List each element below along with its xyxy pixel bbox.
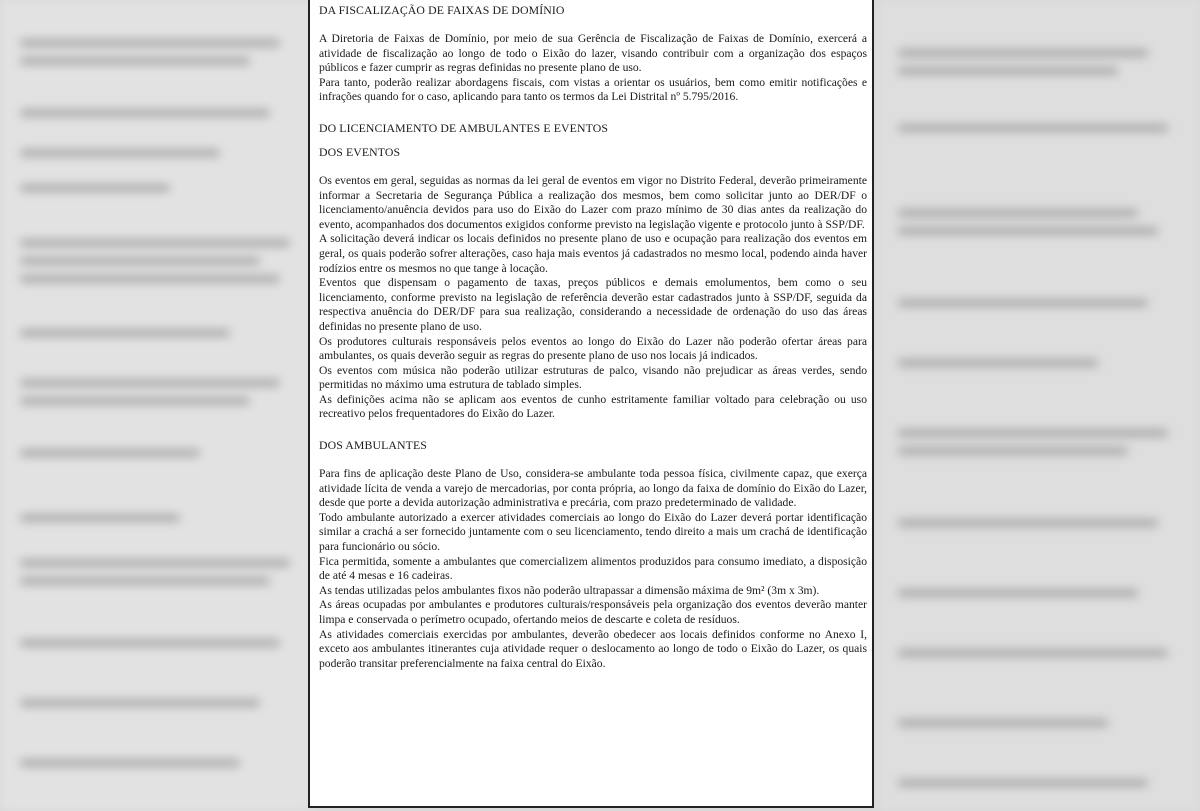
- blurred-right-background: [878, 0, 1200, 811]
- paragraph: As tendas utilizadas pelos ambulantes fixos não poderão ultrapassar a dimensão máxima de 9m² (3m x 3m).: [319, 583, 820, 597]
- paragraph: A solicitação deverá indicar os locais definidos no presente plano de uso e ocupação para realização dos eventos em geral, os quais poderão sofrer alterações, caso haja mais eventos já cadastrados no mesmo local, podendo ainda haver rodízios entre os mesmos no que tange à locação.: [319, 232, 867, 275]
- paragraph: Fica permitida, somente a ambulantes que comercializem alimentos produzidos para consumo imediato, a disposição de até 4 mesas e 16 cadeiras.: [319, 554, 867, 583]
- paragraph: A Diretoria de Faixas de Domínio, por meio de sua Gerência de Fiscalização de Faixas de Domínio, exercerá a atividade de fiscalização ao longo de todo o Eixão do lazer, visando contribuir com a organização dos espaços públicos e fazer cumprir as regras definidas no presente plano de uso.: [319, 32, 867, 75]
- paragraph: Para tanto, poderão realizar abordagens fiscais, com vistas a orientar os usuários, bem como emitir notificações e infrações quando for o caso, aplicando para tanto os termos da Lei Distrital nº 5.795/2016.: [319, 75, 867, 104]
- paragraph: Para fins de aplicação deste Plano de Uso, considera-se ambulante toda pessoa física, civilmente capaz, que exerça atividade lícita de venda a varejo de mercadorias, por conta própria, ao longo da faixa de domínio do Eixão do Lazer, desde que porte a devida autorização administrativa e precária, com prazo predeterminado de validade.: [319, 467, 867, 510]
- section-heading-ambulantes: DOS AMBULANTES: [319, 438, 427, 453]
- blurred-left-background: [0, 0, 312, 811]
- paragraph: As áreas ocupadas por ambulantes e produtores culturais/responsáveis pela organização dos eventos deverão manter limpa e conservada o perímetro ocupado, ofertando meios de descarte e coleta de resíduos.: [319, 598, 867, 626]
- document-page: [308, 0, 874, 808]
- paragraph: Eventos que dispensam o pagamento de taxas, preços públicos e demais emolumentos, bem como o seu licenciamento, conforme previsto na legislação de referência deverão estar cadastrados junto à SSP/DF, seguida da respectiva anuência do DER/DF para sua realização, considerando a necessidade de ordenação do uso das áreas definidas no presente plano de uso.: [319, 276, 867, 333]
- paragraph: Todo ambulante autorizado a exercer atividades comerciais ao longo do Eixão do Lazer deverá portar identificação similar a crachá a ser fornecido juntamente com o seu licenciamento, tendo direito a mais um crachá de identificação para funcionário ou sócio.: [319, 510, 867, 554]
- paragraph: Os produtores culturais responsáveis pelos eventos ao longo do Eixão do Lazer não poderão ofertar áreas para ambulantes, os quais deverão seguir as regras do presente plano de uso nos locais já indicados.: [319, 334, 867, 363]
- section-heading-fiscalizacao: DA FISCALIZAÇÃO DE FAIXAS DE DOMÍNIO: [319, 3, 565, 17]
- paragraph: As definições acima não se aplicam aos eventos de cunho estritamente familiar voltado para celebração ou uso recreativo pelos frequentadores do Eixão do Lazer.: [319, 392, 867, 421]
- paragraph: Os eventos com música não poderão utilizar estruturas de palco, visando não prejudicar as áreas verdes, sendo permitidas no máximo uma estrutura de tablado simples.: [319, 363, 867, 392]
- paragraph: Os eventos em geral, seguidas as normas da lei geral de eventos em vigor no Distrito Federal, deverão primeiramente informar a Secretaria de Segurança Pública a realização dos mesmos, bem como solicitar junto ao DER/DF o licenciamento/anuência devidos para uso do Eixão do Lazer com prazo mínimo de 30 dias antes da realização do evento, acompanhados dos documentos exigidos conforme previsto na legislação vigente e protocolo junto à SSP/DF.: [319, 173, 867, 231]
- section-heading-eventos: DOS EVENTOS: [319, 144, 401, 159]
- section-heading-licenciamento: DO LICENCIAMENTO DE AMBULANTES E EVENTOS: [319, 120, 608, 135]
- paragraph: As atividades comerciais exercidas por ambulantes, deverão obedecer aos locais definidos conforme no Anexo I, exceto aos ambulantes itinerantes cuja atividade requer o deslocamento ao longo de todo o Eixão do Lazer, os quais poderão transitar preferencialmente na faixa central do Eixão.: [319, 627, 867, 670]
